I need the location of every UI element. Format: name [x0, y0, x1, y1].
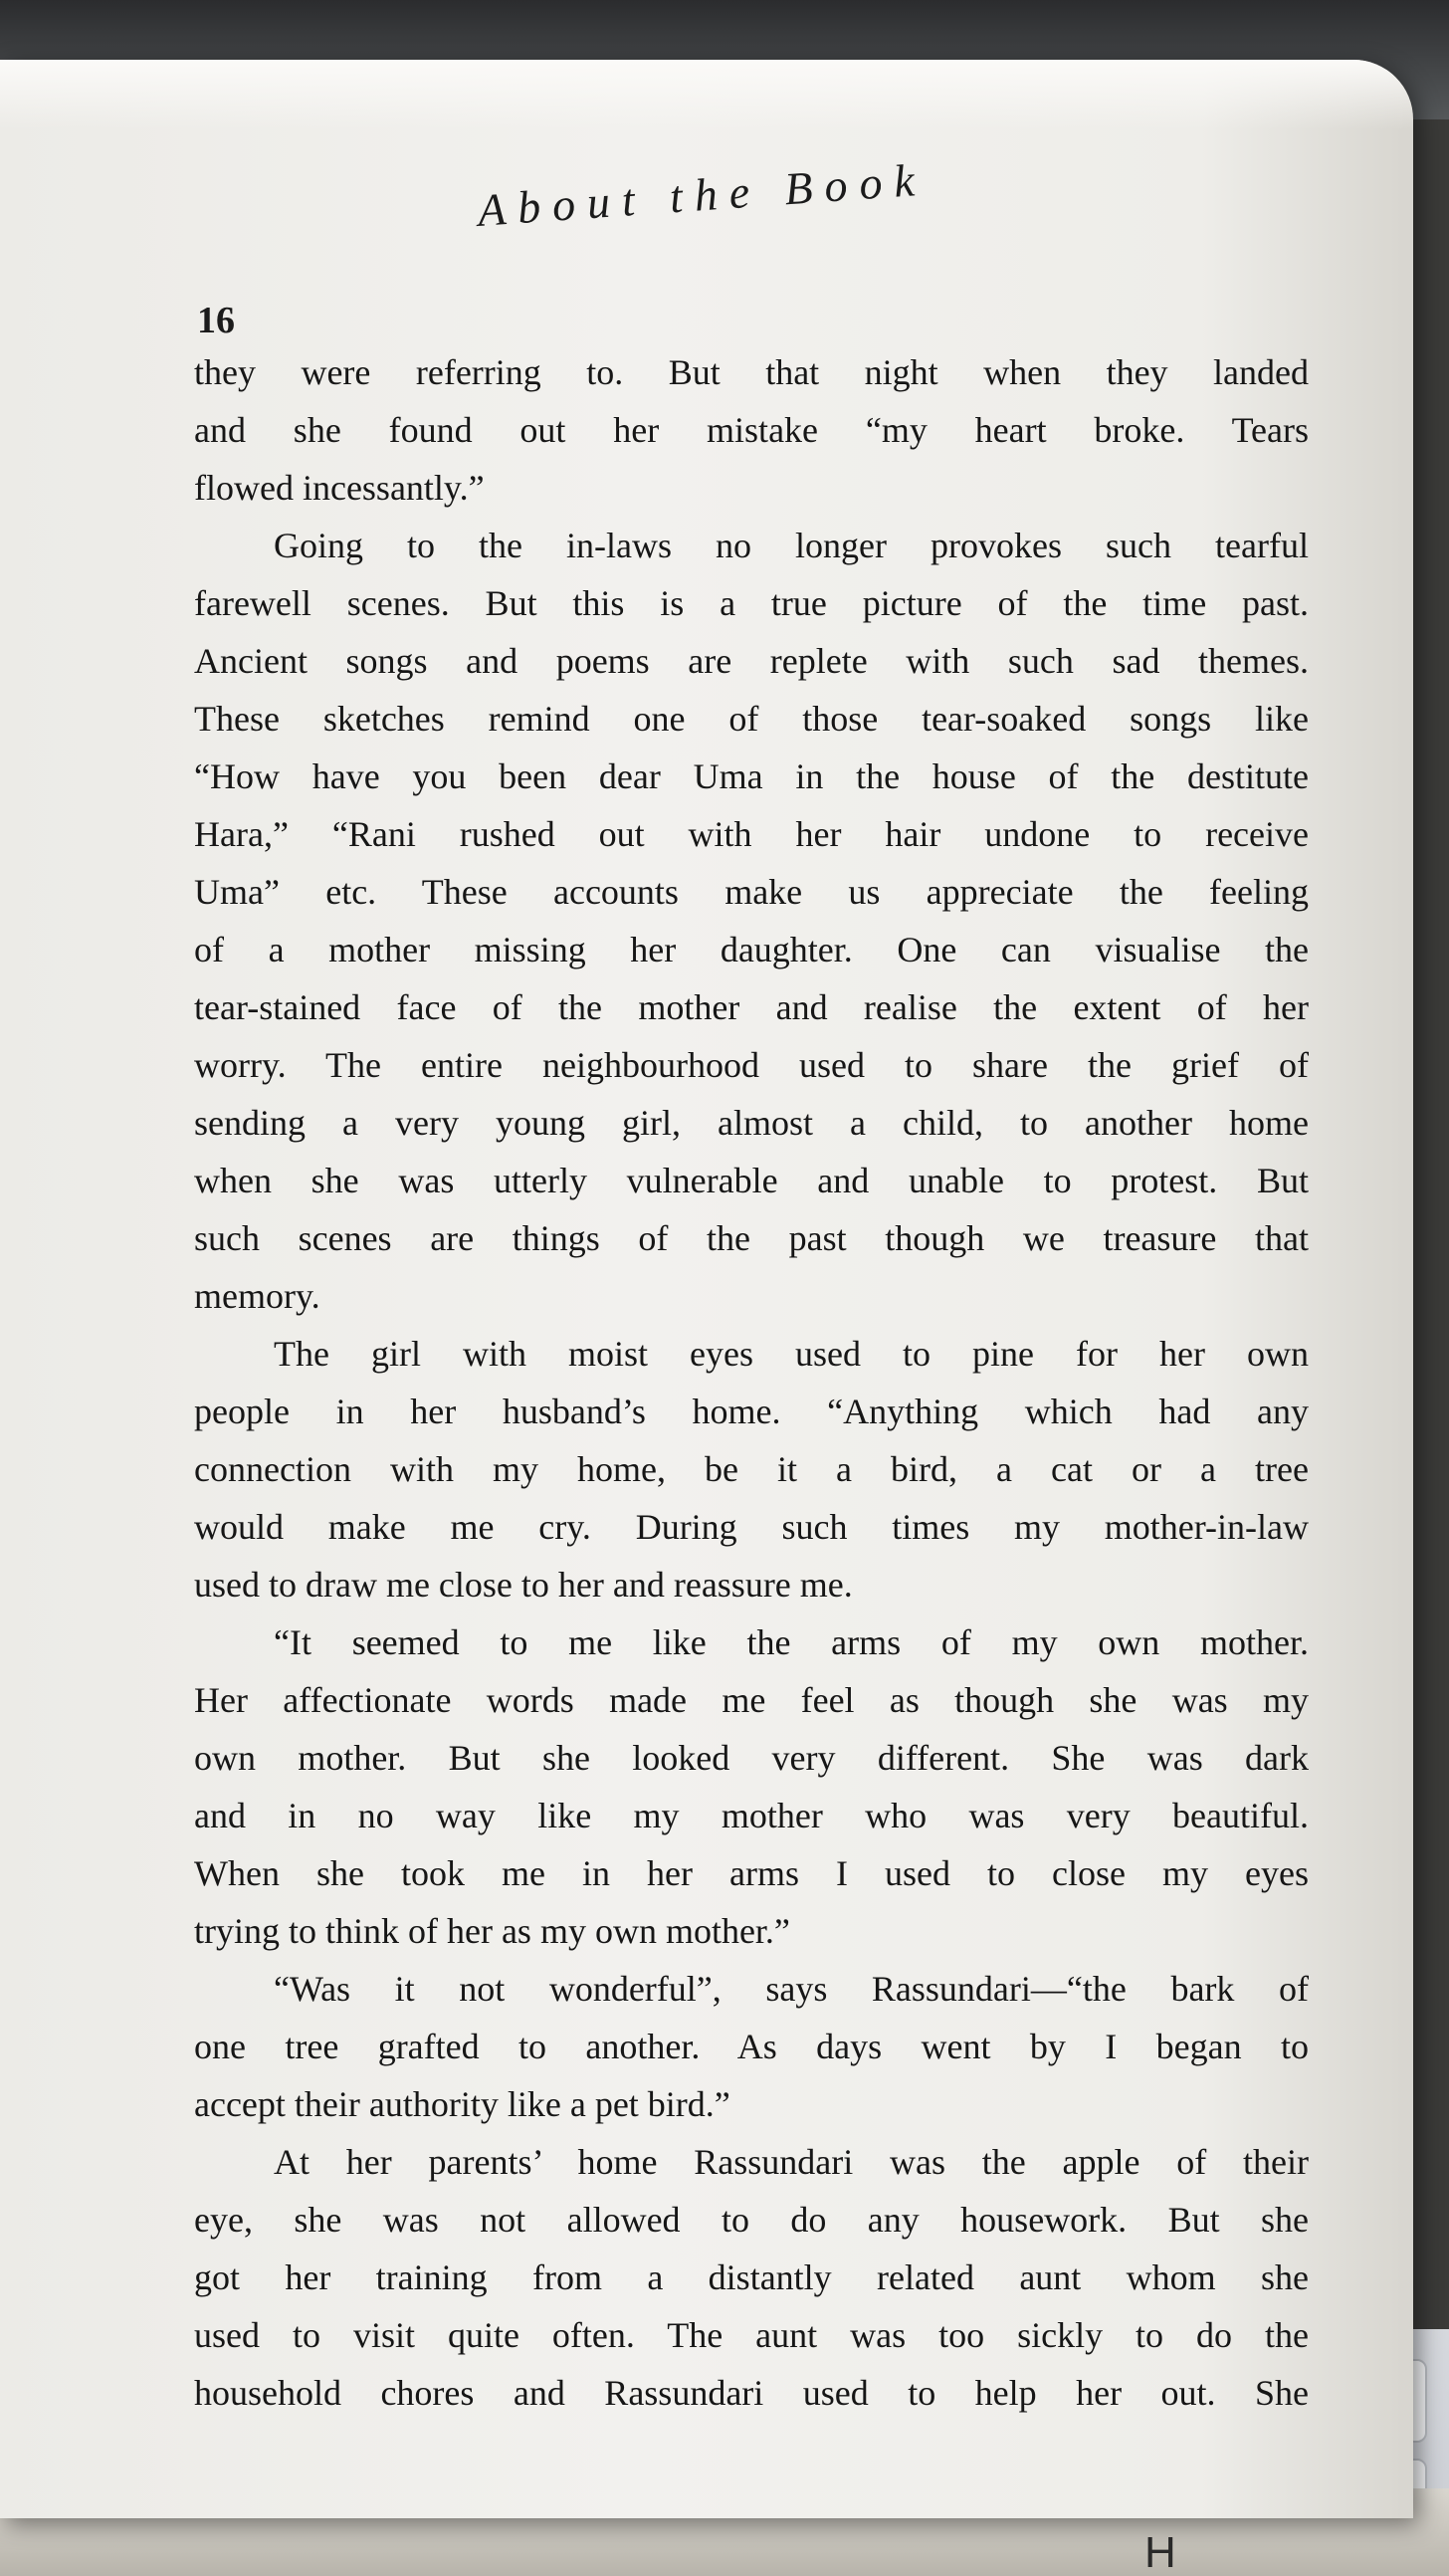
text-line: flowed incessantly.”: [194, 468, 485, 508]
text-line: “Was it not wonderful”, says Rassundari—“the bark of: [274, 1969, 1309, 2009]
text-line: “It seemed to me like the arms of my own mother.: [274, 1622, 1309, 1662]
body-text: [194, 343, 1309, 2422]
text-line: when she was utterly vulnerable and unable to protest. But: [194, 1161, 1309, 1200]
text-line: accept their authority like a pet bird.”: [194, 2084, 730, 2124]
text-line: and in no way like my mother who was very beautiful.: [194, 1796, 1309, 1835]
text-line: sending a very young girl, almost a child, to another home: [194, 1103, 1309, 1143]
text-line: Uma” etc. These accounts make us appreciate the feeling: [194, 872, 1309, 912]
text-line: farewell scenes. But this is a true picture of the time past.: [194, 583, 1309, 623]
text-line: they were referring to. But that night when they landed: [194, 352, 1309, 392]
text-line: tear-stained face of the mother and realise the extent of her: [194, 987, 1309, 1027]
text-line: used to visit quite often. The aunt was too sickly to do the: [194, 2315, 1309, 2355]
text-line: people in her husband’s home. “Anything which had any: [194, 1392, 1309, 1431]
text-line: Hara,” “Rani rushed out with her hair undone to receive: [194, 814, 1309, 854]
text-line: Ancient songs and poems are replete with such sad themes.: [194, 641, 1309, 681]
text-line: and she found out her mistake “my heart broke. Tears: [194, 410, 1309, 450]
text-line: memory.: [194, 1276, 320, 1316]
text-line: At her parents’ home Rassundari was the apple of their: [274, 2142, 1309, 2182]
text-line: household chores and Rassundari used to help her out. She: [194, 2373, 1309, 2413]
text-line: These sketches remind one of those tear-soaked songs like: [194, 699, 1309, 739]
text-line: Going to the in-laws no longer provokes such tearful: [274, 526, 1309, 565]
page-curl: [0, 60, 1413, 129]
text-line: trying to think of her as my own mother.”: [194, 1911, 790, 1951]
text-line: worry. The entire neighbourhood used to share the grief of: [194, 1045, 1309, 1085]
text-line: connection with my home, be it a bird, a cat or a tree: [194, 1449, 1309, 1489]
text-line: eye, she was not allowed to do any housework. But she: [194, 2200, 1309, 2240]
text-line: one tree grafted to another. As days went by I began to: [194, 2027, 1309, 2066]
text-line: Her affectionate words made me feel as though she was my: [194, 1680, 1309, 1720]
text-line: When she took me in her arms I used to close my eyes: [194, 1853, 1309, 1893]
page-number: 16: [197, 300, 235, 341]
text-line: own mother. But she looked very different. She was dark: [194, 1738, 1309, 1778]
text-line: The girl with moist eyes used to pine for her own: [274, 1334, 1309, 1374]
text-line: “How have you been dear Uma in the house of the destitute: [194, 756, 1309, 796]
text-line: of a mother missing her daughter. One can visualise the: [194, 930, 1309, 969]
keyboard-key-letter: H: [1144, 2528, 1176, 2576]
text-line: would make me cry. During such times my mother-in-law: [194, 1507, 1309, 1547]
running-header: About the Book: [476, 153, 929, 236]
text-line: used to draw me close to her and reassure me.: [194, 1565, 853, 1605]
text-line: such scenes are things of the past though we treasure that: [194, 1218, 1309, 1258]
text-line: got her training from a distantly related aunt whom she: [194, 2257, 1309, 2297]
